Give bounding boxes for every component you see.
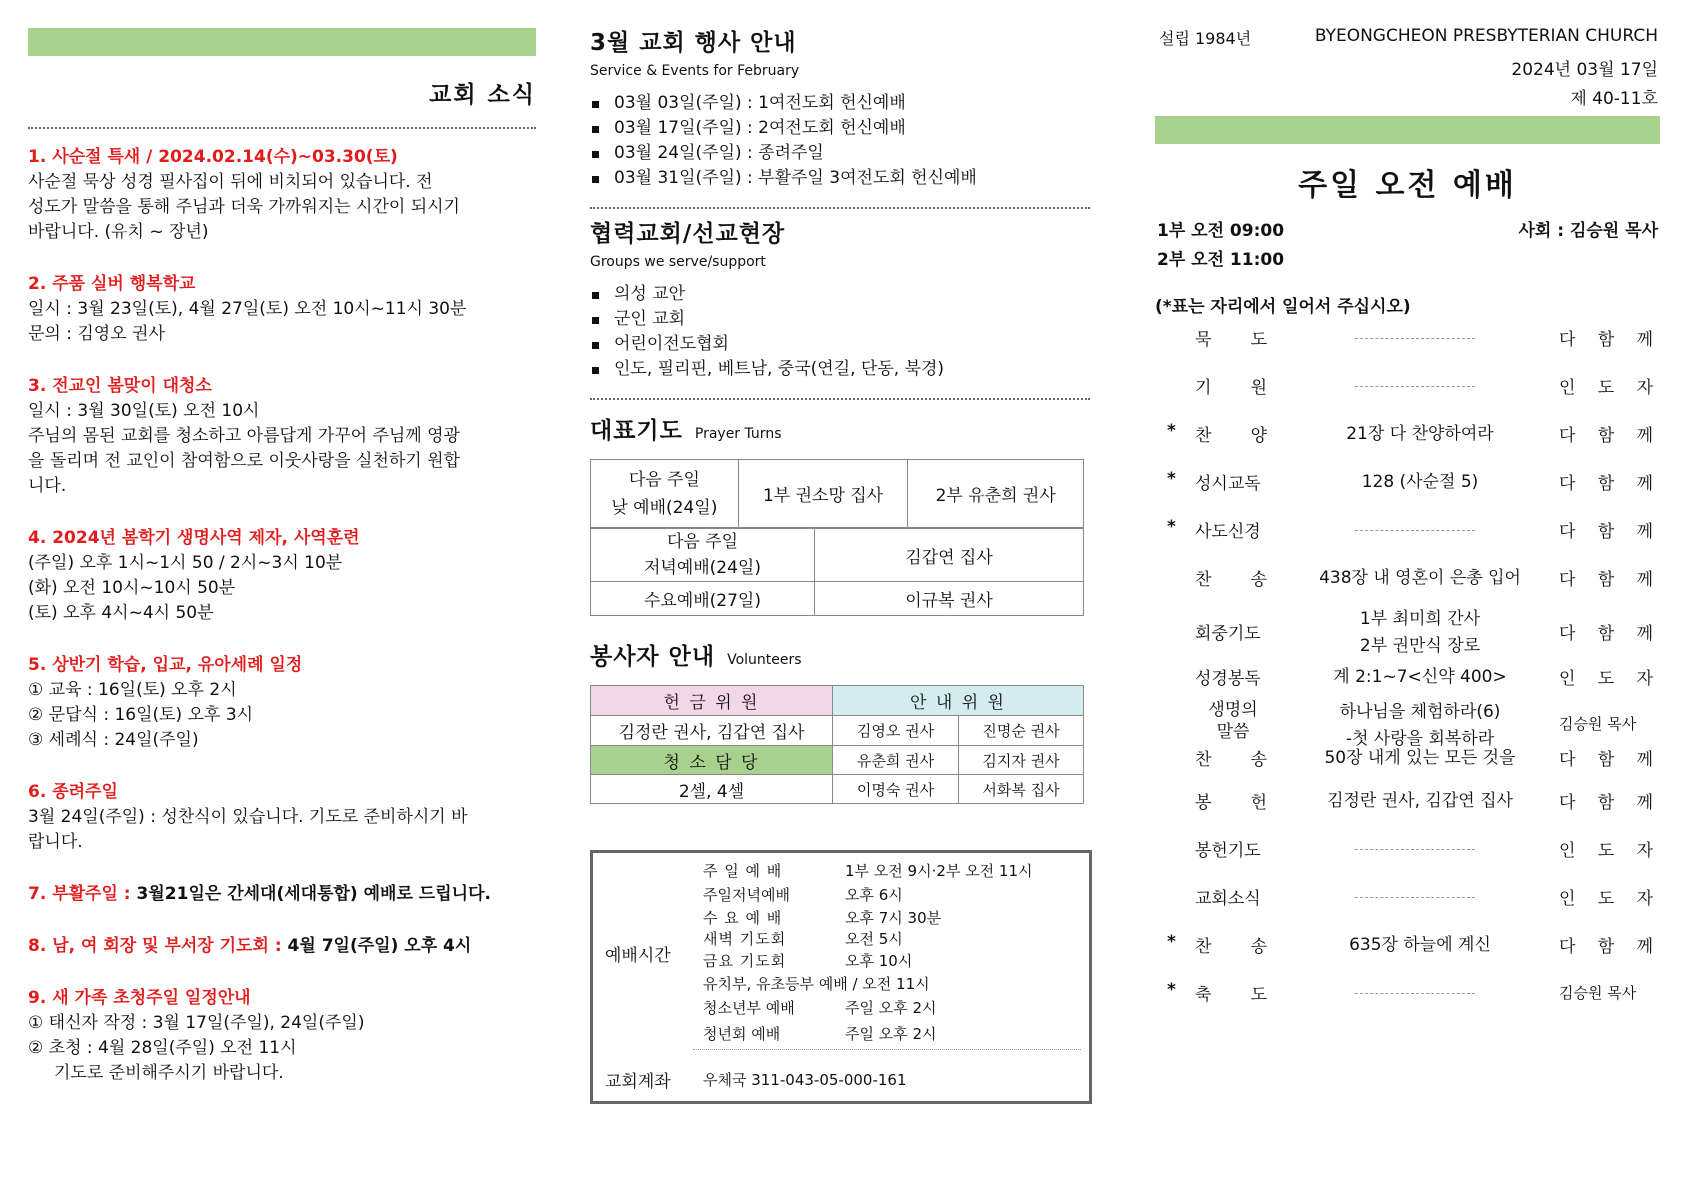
cell-text: 낮 예배(24일) [611, 497, 718, 518]
leader-char: 다 [1559, 793, 1576, 813]
name-char: 송 [1250, 570, 1267, 590]
standing-note: (*표는 자리에서 일어서 주십시오) [1155, 297, 1411, 317]
table-header: 안 내 위 원 [833, 686, 1084, 716]
order-item-name [1195, 373, 1267, 398]
order-item-name [1195, 745, 1267, 770]
table-cell: 김영오 권사 [833, 716, 959, 746]
schedule-name: 유치부, 유초등부 예배 / 오전 11시 [703, 975, 930, 993]
news-item [28, 934, 536, 959]
leader-char: 다 [1559, 570, 1576, 590]
schedule-row [703, 950, 1032, 972]
news-line: ② 초청 : 4월 28일(주일) 오전 11시 [28, 1038, 297, 1058]
leader-char: 함 [1597, 330, 1615, 350]
leader-char: 함 [1597, 522, 1615, 542]
list-item: 의성 교안 [590, 282, 1090, 307]
dashed-placeholder [1355, 897, 1475, 898]
leader-char: 도 [1597, 889, 1615, 909]
leader-char: 께 [1636, 793, 1653, 813]
order-item-content [1295, 421, 1545, 448]
name-line: 생명의 [1208, 700, 1258, 720]
news-line: 주님의 몸된 교회를 청소하고 아름답게 가꾸어 주님께 영광 [28, 426, 460, 446]
list-item: 인도, 필리핀, 베트남, 중국(연길, 단동, 북경) [590, 357, 1090, 382]
name-char: 축 [1195, 985, 1212, 1005]
news-item-title-detail: 4월 7일(주일) 오후 4시 [281, 936, 472, 956]
standing-mark: * [1167, 517, 1176, 537]
news-list [28, 145, 536, 1086]
order-item-name [1195, 325, 1267, 350]
news-line: ① 교육 : 16일(토) 오후 2시 [28, 680, 237, 700]
news-item [28, 272, 536, 347]
schedule-time: 오후 10시 [845, 952, 913, 970]
schedule-row [703, 859, 1032, 883]
news-line: ③ 세례식 : 24일(주일) [28, 730, 199, 750]
leader-char: 인 [1559, 669, 1576, 689]
leader-char: 다 [1559, 937, 1576, 957]
schedule-name: 새벽 기도회 [703, 930, 787, 948]
schedule-name: 청소년부 예배 [703, 999, 795, 1017]
content-line: 김정란 권사, 김갑연 집사 [1327, 791, 1513, 811]
order-row [1155, 699, 1660, 751]
schedule-row [703, 996, 1032, 1020]
leader-char: 다 [1559, 426, 1576, 446]
content-line: 438장 내 영혼이 은총 입어 [1319, 568, 1521, 588]
order-item-leader [1559, 884, 1653, 909]
name-char: 양 [1250, 426, 1267, 446]
schedule-row [703, 1022, 1032, 1046]
worship-order-column [1155, 0, 1660, 1005]
order-item-content [1295, 606, 1545, 660]
order-item-leader [1559, 517, 1653, 542]
presider: 사회 : 김승원 목사 [1518, 221, 1658, 241]
order-item-leader [1559, 619, 1653, 644]
news-line: 바랍니다. (유치 ~ 장년) [28, 222, 209, 242]
news-item-title: 3. 전교인 봄맞이 대청소 [28, 376, 212, 396]
order-item-leader [1559, 325, 1653, 350]
dashed-placeholder [1355, 530, 1475, 531]
order-item-name: 회중기도 [1195, 624, 1261, 644]
leader-char: 께 [1636, 330, 1653, 350]
dashed-placeholder [1355, 849, 1475, 850]
groups-subtitle: Groups we serve/support [590, 254, 766, 270]
order-item-content [1295, 565, 1545, 592]
table-cell: 김지자 권사 [959, 746, 1084, 775]
order-row [1155, 565, 1660, 591]
order-item-name [1195, 932, 1267, 957]
leader-char: 다 [1559, 750, 1576, 770]
news-item-title-detail: 3월21일은 간세대(세대통합) 예배로 드립니다. [130, 884, 491, 904]
leader-char: 다 [1559, 522, 1576, 542]
content-line: 21장 다 찬양하여라 [1346, 424, 1494, 444]
schedule-time: 오후 6시 [845, 886, 903, 904]
content-line: -첫 사랑을 회복하라 [1345, 729, 1495, 749]
dashed-placeholder [1355, 386, 1475, 387]
standing-mark: * [1167, 980, 1176, 1000]
table-cell: 서화복 집사 [959, 775, 1084, 804]
content-line: 50장 내게 있는 모든 것을 [1324, 748, 1516, 768]
table-row [591, 716, 1084, 746]
name-char: 찬 [1195, 937, 1212, 957]
schedule-time: 오전 5시 [845, 930, 903, 948]
volunteers-title: 봉사자 안내 [590, 644, 716, 670]
leader-char: 께 [1636, 750, 1653, 770]
leader-char: 함 [1597, 937, 1615, 957]
order-item-leader [1559, 565, 1653, 590]
schedule-time: 주일 오후 2시 [845, 999, 937, 1017]
table-cell: 이명숙 권사 [833, 775, 959, 804]
account-number: 우체국 311-043-05-000-161 [703, 1071, 907, 1089]
news-line: ② 문답식 : 16일(토) 오후 3시 [28, 705, 254, 725]
content-line: 2부 권만식 장로 [1359, 636, 1481, 656]
list-item: 어린이전도협회 [590, 332, 1090, 357]
leader-char: 인 [1559, 378, 1576, 398]
order-item-name: 봉헌기도 [1195, 841, 1261, 861]
schedule-name: 금요 기도회 [703, 952, 787, 970]
events-title: 3월 교회 행사 안내 [590, 30, 797, 56]
leader-char: 자 [1636, 889, 1653, 909]
schedule-row [703, 929, 1032, 950]
schedule-name: 주일저녁예배 [703, 886, 790, 904]
leader-char: 함 [1597, 474, 1615, 494]
name-char: 헌 [1250, 793, 1267, 813]
service-time-second: 2부 오전 11:00 [1157, 250, 1285, 270]
dotted-divider [590, 207, 1090, 209]
news-line: (토) 오후 4시~4시 50분 [28, 603, 214, 623]
order-item-leader [1559, 745, 1653, 770]
leader-char: 자 [1636, 669, 1653, 689]
content-line: 계 2:1~7<신약 400> [1333, 667, 1507, 687]
table-header: 청 소 담 당 [591, 746, 833, 775]
service-title: 주일 오전 예배 [1298, 168, 1517, 203]
schedule-time: 주일 오후 2시 [845, 1025, 937, 1043]
prayer-table [590, 459, 1084, 528]
table-row [591, 686, 1084, 716]
schedule-row [703, 883, 1032, 907]
order-item-content [1295, 932, 1545, 959]
events-list [590, 91, 1090, 191]
news-item-title [28, 882, 536, 907]
news-item-title-label: 8. 남, 여 회장 및 부서장 기도회 : [28, 936, 282, 956]
order-item-name: 성시교독 [1195, 474, 1261, 494]
table-cell: 이규복 권사 [815, 582, 1084, 616]
leader-char: 께 [1636, 570, 1653, 590]
standing-mark: * [1167, 469, 1176, 489]
church-news-column [28, 0, 536, 1113]
news-line: (화) 오전 10시~10시 50분 [28, 578, 236, 598]
leader-char: 다 [1559, 330, 1576, 350]
table-cell: 김정란 권사, 김갑연 집사 [591, 716, 833, 746]
leader-char: 함 [1597, 426, 1615, 446]
order-row [1155, 373, 1660, 399]
news-line: 문의 : 김영오 권사 [28, 324, 165, 344]
order-row [1155, 325, 1660, 351]
news-line: 을 돌리며 전 교인이 참여함으로 이웃사랑을 실천하기 원합 [28, 451, 460, 471]
leader-char: 인 [1559, 841, 1576, 861]
dotted-divider [590, 398, 1090, 400]
content-line: 635장 하늘에 계신 [1349, 935, 1491, 955]
news-item [28, 653, 536, 753]
bulletin-date: 2024년 03월 17일 [1511, 60, 1658, 80]
table-row [591, 529, 1084, 582]
cell-text: 저녁예배(24일) [643, 558, 761, 578]
order-item-name [1195, 980, 1267, 1005]
news-item [28, 780, 536, 855]
order-item-leader [1559, 373, 1653, 398]
table-cell [591, 460, 739, 528]
schedule-time: 오후 7시 30분 [845, 909, 942, 927]
name-char: 찬 [1195, 570, 1212, 590]
order-row [1155, 884, 1660, 910]
table-header: 헌 금 위 원 [591, 686, 833, 716]
table-cell: 진명순 권사 [959, 716, 1084, 746]
prayer-table-lower [590, 528, 1084, 616]
leader-char: 께 [1636, 426, 1653, 446]
news-item [28, 986, 536, 1086]
schedule-name: 수 요 예 배 [703, 909, 783, 927]
standing-mark: * [1167, 932, 1176, 952]
dashed-placeholder [1355, 993, 1475, 994]
order-row [1155, 980, 1660, 1006]
table-row [591, 746, 1084, 775]
news-line: ① 태신자 작정 : 3월 17일(주일), 24일(주일) [28, 1013, 365, 1033]
list-item: 03월 24일(주일) : 종려주일 [590, 141, 1090, 166]
news-line: 일시 : 3월 30일(토) 오전 10시 [28, 401, 260, 421]
order-row [1155, 745, 1660, 771]
order-row [1155, 421, 1660, 447]
news-line: 랍니다. [28, 832, 83, 852]
order-item-leader: 김승원 목사 [1559, 715, 1637, 733]
order-item-leader [1559, 469, 1653, 494]
list-item: 03월 17일(주일) : 2여전도회 헌신예배 [590, 116, 1090, 141]
news-item-title [28, 934, 536, 959]
list-item: 03월 03일(주일) : 1여전도회 헌신예배 [590, 91, 1090, 116]
table-row [591, 460, 1084, 528]
news-item [28, 145, 536, 245]
leader-char: 께 [1636, 937, 1653, 957]
name-char: 도 [1250, 330, 1267, 350]
established-year: 설립 1984년 [1159, 29, 1252, 48]
worship-time-label: 예배시간 [605, 946, 671, 966]
order-row [1155, 606, 1660, 658]
cell-text: 다음 주일 [666, 532, 739, 552]
service-time-first: 1부 오전 09:00 [1157, 221, 1285, 241]
name-char: 도 [1250, 985, 1267, 1005]
order-item-name [1195, 421, 1267, 446]
leader-char: 인 [1559, 889, 1576, 909]
service-times [1155, 208, 1660, 272]
news-item-title-label: 7. 부활주일 : [28, 884, 131, 904]
table-cell: 수요예배(27일) [591, 582, 815, 616]
order-item-name [1195, 565, 1267, 590]
schedule-row [703, 907, 1032, 929]
news-line: 기도로 준비해주시기 바랍니다. [54, 1063, 284, 1083]
events-subtitle: Service & Events for February [590, 63, 800, 79]
news-item-title: 6. 종려주일 [28, 782, 118, 802]
news-line: (주일) 오후 1시~1시 50 / 2시~3시 10분 [28, 553, 343, 573]
church-name-english: BYEONGCHEON PRESBYTERIAN CHURCH [1314, 26, 1658, 46]
name-char: 기 [1195, 378, 1212, 398]
order-row [1155, 836, 1660, 862]
order-row [1155, 664, 1660, 690]
name-char: 송 [1250, 937, 1267, 957]
volunteers-subtitle: Volunteers [727, 652, 802, 668]
schedule-name: 청년회 예배 [703, 1025, 781, 1043]
table-row [591, 582, 1084, 616]
green-header-bar [28, 28, 536, 56]
order-item-name [1195, 788, 1267, 813]
order-row [1155, 788, 1660, 814]
order-item-leader [1559, 664, 1653, 689]
order-item-content [1295, 469, 1545, 496]
news-item-title: 4. 2024년 봄학기 생명사역 제자, 사역훈련 [28, 528, 360, 548]
volunteers-heading [590, 638, 1090, 671]
news-item-title: 1. 사순절 특새 / 2024.02.14(수)~03.30(토) [28, 147, 398, 167]
name-char: 묵 [1195, 330, 1212, 350]
table-cell: 유춘희 권사 [833, 746, 959, 775]
groups-title: 협력교회/선교현장 [590, 221, 786, 247]
groups-list [590, 282, 1090, 382]
order-row [1155, 517, 1660, 543]
news-line: 성도가 말씀을 통해 주님과 더욱 가까워지는 시간이 되시기 [28, 197, 460, 217]
order-item-leader [1559, 421, 1653, 446]
leader-char: 도 [1597, 669, 1615, 689]
news-item [28, 374, 536, 499]
content-line: 하나님을 체험하라(6) [1339, 702, 1501, 722]
content-line: 1부 최미희 간사 [1359, 609, 1481, 629]
news-section-title: 교회 소식 [429, 82, 536, 108]
leader-char: 자 [1636, 841, 1653, 861]
table-cell: 2부 유춘희 권사 [908, 460, 1084, 528]
standing-mark: * [1167, 421, 1176, 441]
table-cell [591, 529, 815, 582]
prayer-heading [590, 412, 1090, 445]
news-line: 사순절 묵상 성경 필사집이 뒤에 비치되어 있습니다. 전 [28, 172, 433, 192]
order-item-leader [1559, 836, 1653, 861]
leader-char: 함 [1597, 793, 1615, 813]
leader-char: 함 [1597, 624, 1615, 644]
worship-info-box [590, 850, 1092, 1104]
news-item-title: 9. 새 가족 초청주일 일정안내 [28, 988, 251, 1008]
name-char: 찬 [1195, 750, 1212, 770]
dashed-placeholder [1355, 338, 1475, 339]
leader-char: 함 [1597, 570, 1615, 590]
leader-char: 함 [1597, 750, 1615, 770]
order-item-leader [1559, 788, 1653, 813]
leader-char: 도 [1597, 841, 1615, 861]
leader-char: 다 [1559, 624, 1576, 644]
schedule-row [703, 972, 1032, 996]
order-item-name [1203, 699, 1263, 743]
order-item-leader [1559, 932, 1653, 957]
name-char: 찬 [1195, 426, 1212, 446]
list-item: 군인 교회 [590, 307, 1090, 332]
leader-char: 께 [1636, 474, 1653, 494]
table-cell: 김갑연 집사 [815, 529, 1084, 582]
news-item [28, 882, 536, 907]
list-item: 03월 31일(주일) : 부활주일 3여전도회 헌신예배 [590, 166, 1090, 191]
leader-char: 도 [1597, 378, 1615, 398]
table-row [591, 775, 1084, 804]
news-item-title: 5. 상반기 학습, 입교, 유아세례 일정 [28, 655, 303, 675]
news-line: 니다. [28, 476, 67, 496]
order-item-leader: 김승원 목사 [1559, 984, 1637, 1002]
cell-text: 다음 주일 [628, 469, 700, 490]
schedule-time: 1부 오전 9시·2부 오전 11시 [845, 862, 1033, 880]
order-row [1155, 932, 1660, 958]
worship-schedule [703, 859, 1032, 1046]
account-label: 교회계좌 [605, 1072, 671, 1092]
dotted-divider [693, 1049, 1081, 1050]
volunteers-table [590, 685, 1084, 804]
bulletin-header [1155, 0, 1660, 110]
news-line: 3월 24일(주일) : 성찬식이 있습니다. 기도로 준비하시기 바 [28, 807, 468, 827]
name-char: 봉 [1195, 793, 1212, 813]
prayer-subtitle: Prayer Turns [694, 426, 782, 442]
prayer-title: 대표기도 [590, 418, 683, 444]
news-line: 일시 : 3월 23일(토), 4월 27일(토) 오전 10시~11시 30분 [28, 299, 467, 319]
order-item-name: 사도신경 [1195, 522, 1261, 542]
order-item-name: 성경봉독 [1195, 669, 1261, 689]
content-line: 128 (사순절 5) [1361, 472, 1479, 492]
table-cell: 2셀, 4셀 [591, 775, 833, 804]
issue-number: 제 40-11호 [1570, 89, 1658, 109]
name-char: 송 [1250, 750, 1267, 770]
news-item-title: 2. 주품 실버 행복학교 [28, 274, 196, 294]
leader-char: 께 [1636, 522, 1653, 542]
leader-char: 께 [1636, 624, 1653, 644]
order-item-name: 교회소식 [1195, 889, 1261, 909]
order-item-content [1295, 745, 1545, 772]
green-header-bar [1155, 116, 1660, 144]
table-cell: 1부 권소망 집사 [738, 460, 908, 528]
events-column [590, 0, 1090, 1190]
leader-char: 자 [1636, 378, 1653, 398]
news-item [28, 526, 536, 626]
leader-char: 다 [1559, 474, 1576, 494]
order-item-content [1295, 788, 1545, 815]
order-item-content [1295, 664, 1545, 691]
name-char: 원 [1250, 378, 1267, 398]
dotted-divider [28, 127, 536, 129]
name-line: 말씀 [1216, 722, 1250, 742]
schedule-name: 주 일 예 배 [703, 862, 783, 880]
order-row [1155, 469, 1660, 495]
